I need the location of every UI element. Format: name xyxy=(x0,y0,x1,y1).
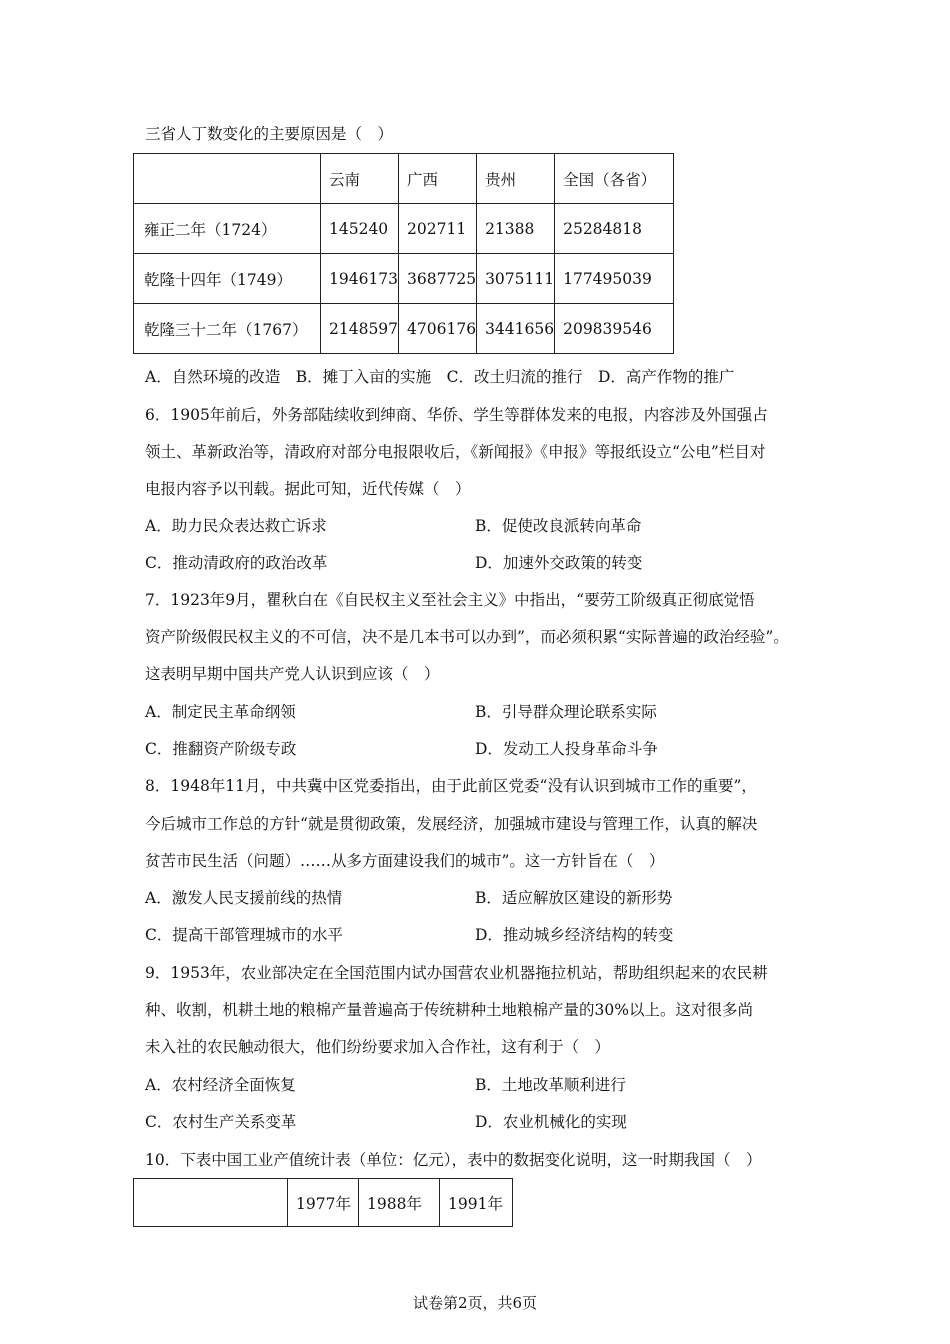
table-row xyxy=(134,204,674,254)
table-cell: 雍正二年（1724） xyxy=(134,204,321,254)
question-6-text: 领土、革新政治等，清政府对部分电报限收后，《新闻报》《申报》等报纸设立“公电”栏目对 xyxy=(145,443,766,461)
question-6-text: 电报内容予以刊载。据此可知，近代传媒（ ） xyxy=(145,480,471,498)
question-6-text: 6．1905年前后，外务部陆续收到绅商、华侨、学生等群体发来的电报，内容涉及外国强占 xyxy=(145,406,768,424)
page-footer: 试卷第2页，共6页 xyxy=(412,1294,538,1312)
option-c[interactable]: C．推翻资产阶级专政 xyxy=(145,740,297,758)
question-7-text: 资产阶级假民权主义的不可信，决不是几本书可以办到”，而必须积累“实际普遍的政治经验”。 xyxy=(145,628,789,646)
option-b[interactable]: B．适应解放区建设的新形势 xyxy=(475,889,673,907)
table-cell: 云南 xyxy=(321,154,399,204)
question-7-text: 这表明早期中国共产党人认识到应该（ ） xyxy=(145,665,440,683)
table-cell: 1977年 xyxy=(288,1179,359,1227)
table-cell: 贵州 xyxy=(477,154,555,204)
table-cell: 177495039 xyxy=(555,254,674,304)
table-cell: 4706176 xyxy=(399,304,477,354)
table-cell: 21388 xyxy=(477,204,555,254)
question-8-text: 8．1948年11月，中共冀中区党委指出，由于此前区党委“没有认识到城市工作的重要”， xyxy=(145,777,757,795)
question-9-text: 种、收割，机耕土地的粮棉产量普遍高于传统耕种土地粮棉产量的30%以上。这对很多尚 xyxy=(145,1001,753,1019)
table-cell: 2148597 xyxy=(321,304,399,354)
table-cell: 209839546 xyxy=(555,304,674,354)
table-cell: 1991年 xyxy=(440,1179,513,1227)
table-cell: 3075111 xyxy=(477,254,555,304)
question-7-text: 7．1923年9月，瞿秋白在《自民权主义至社会主义》中指出，“要劳工阶级真正彻底觉悟 xyxy=(145,591,755,609)
option-a[interactable]: A．激发人民支援前线的热情 xyxy=(145,889,343,907)
question-8-text: 贫苦市民生活（问题）……从多方面建设我们的城市”。这一方针旨在（ ） xyxy=(145,852,665,870)
option-a[interactable]: A．制定民主革命纲领 xyxy=(145,703,296,721)
question-9-text: 9．1953年，农业部决定在全国范围内试办国营农业机器拖拉机站，帮助组织起来的农民耕 xyxy=(145,964,768,982)
table-cell: 3441656 xyxy=(477,304,555,354)
option-b[interactable]: B．促使改良派转向革命 xyxy=(475,517,642,535)
option-a[interactable]: A．农村经济全面恢复 xyxy=(145,1076,296,1094)
table-cell xyxy=(134,154,321,204)
option-a[interactable]: A．助力民众表达救亡诉求 xyxy=(145,517,327,535)
table-cell: 广西 xyxy=(399,154,477,204)
question-8-text: 今后城市工作总的方针“就是贯彻政策，发展经济，加强城市建设与管理工作，认真的解决 xyxy=(145,815,758,833)
table-cell: 1988年 xyxy=(359,1179,440,1227)
table-row xyxy=(134,304,674,354)
table-cell: 3687725 xyxy=(399,254,477,304)
table-cell xyxy=(134,1179,288,1227)
table-cell: 145240 xyxy=(321,204,399,254)
table-cell: 乾隆三十二年（1767） xyxy=(134,304,321,354)
option-b[interactable]: B．土地改革顺利进行 xyxy=(475,1076,626,1094)
table-cell: 1946173 xyxy=(321,254,399,304)
population-table xyxy=(133,153,674,354)
table-cell: 全国（各省） xyxy=(555,154,674,204)
question-9-text: 未入社的农民触动很大，他们纷纷要求加入合作社，这有利于（ ） xyxy=(145,1038,611,1056)
table-cell: 202711 xyxy=(399,204,477,254)
option-c[interactable]: C．推动清政府的政治改革 xyxy=(145,554,328,572)
question-10-text: 10．下表中国工业产值统计表（单位：亿元），表中的数据变化说明，这一时期我国（ ） xyxy=(145,1151,762,1169)
question-5-options: A．自然环境的改造 B．摊丁入亩的实施 C．改土归流的推行 D．高产作物的推广 xyxy=(145,368,735,386)
table-header-row xyxy=(134,154,674,204)
option-b[interactable]: B．引导群众理论联系实际 xyxy=(475,703,657,721)
option-d[interactable]: D．加速外交政策的转变 xyxy=(475,554,643,572)
option-d[interactable]: D．推动城乡经济结构的转变 xyxy=(475,926,674,944)
option-c[interactable]: C．农村生产关系变革 xyxy=(145,1113,297,1131)
option-c[interactable]: C．提高干部管理城市的水平 xyxy=(145,926,343,944)
question-5-stem: 三省人丁数变化的主要原因是（ ） xyxy=(145,125,394,143)
table-row xyxy=(134,254,674,304)
option-d[interactable]: D．农业机械化的实现 xyxy=(475,1113,627,1131)
option-d[interactable]: D．发动工人投身革命斗争 xyxy=(475,740,658,758)
table-header-row xyxy=(134,1179,513,1227)
industry-output-table xyxy=(133,1178,513,1227)
table-cell: 乾隆十四年（1749） xyxy=(134,254,321,304)
table-cell: 25284818 xyxy=(555,204,674,254)
